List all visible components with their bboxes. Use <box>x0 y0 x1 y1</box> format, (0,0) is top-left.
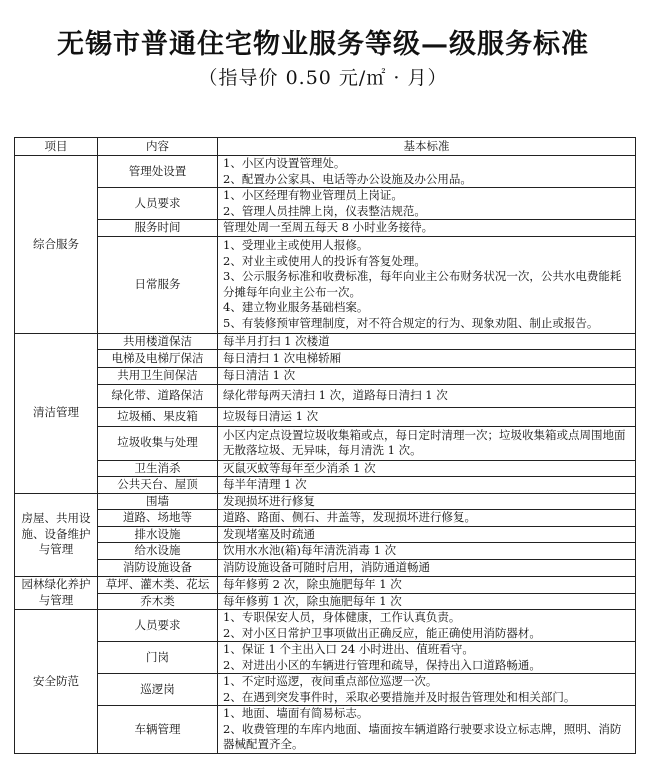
header-project: 项目 <box>15 138 98 156</box>
standard-line: 3、公示服务标准和收费标准，每年向业主公布财务状况一次，公共水电费能耗分摊每年向业主公布一次。 <box>223 269 622 299</box>
standard-line: 1、专职保安人员，身体健康，工作认真负责。 <box>223 610 461 624</box>
table-row <box>15 220 636 237</box>
table-row <box>15 706 636 754</box>
standard-line: 小区内定点设置垃圾收集箱或点，每日定时清理一次；垃圾收集箱或点周围地面无散落垃圾、无异味，每月清洗 1 次。 <box>223 427 626 457</box>
table-row <box>15 559 636 576</box>
item-name: 消防设施设备 <box>98 559 218 576</box>
header-content: 内容 <box>98 138 218 156</box>
page-subtitle: （指导价 0.50 元/㎡ · 月） <box>198 67 448 89</box>
table-body <box>15 156 636 754</box>
table-row <box>15 510 636 527</box>
item-standard <box>218 543 636 560</box>
standard-line: 5、有装修预审管理制度，对不符合规定的行为、现象劝阻、制止或报告。 <box>223 315 599 330</box>
table-row <box>15 460 636 477</box>
standard-line: 每日清扫 1 次电梯轿厢 <box>223 350 342 365</box>
item-name: 人员要求 <box>98 610 218 642</box>
item-standard <box>218 236 636 333</box>
standard-line: 饮用水水池(箱)每年清洗消毒 1 次 <box>223 543 397 557</box>
item-standard <box>218 426 636 460</box>
item-name: 垃圾收集与处理 <box>98 426 218 460</box>
item-standard <box>218 333 636 350</box>
item-name: 共用卫生间保洁 <box>98 368 218 385</box>
table-row <box>15 526 636 543</box>
item-name: 人员要求 <box>98 188 218 220</box>
item-standard <box>218 460 636 477</box>
standard-line: 垃圾每日清运 1 次 <box>223 408 319 423</box>
item-standard <box>218 593 636 610</box>
section-name: 园林绿化养护与管理 <box>15 576 98 610</box>
standard-line: 2、管理人员挂牌上岗，仪表整洁规范。 <box>223 203 426 218</box>
item-name: 草坪、灌木类、花坛 <box>98 576 218 593</box>
item-name: 排水设施 <box>98 526 218 543</box>
standard-line: 每日清洁 1 次 <box>223 368 296 382</box>
table-row <box>15 156 636 188</box>
standard-line: 道路、路面、侧石、井盖等，发现损坏进行修复。 <box>223 510 476 524</box>
standard-line: 每半年清理 1 次 <box>223 477 307 491</box>
item-name: 车辆管理 <box>98 706 218 754</box>
item-standard <box>218 559 636 576</box>
table-row <box>15 610 636 642</box>
item-name: 道路、场地等 <box>98 510 218 527</box>
item-name: 共用楼道保洁 <box>98 333 218 350</box>
table-row <box>15 593 636 610</box>
table-row <box>15 543 636 560</box>
table-row <box>15 368 636 385</box>
item-standard <box>218 576 636 593</box>
item-standard <box>218 350 636 368</box>
table-row <box>15 350 636 368</box>
item-standard <box>218 368 636 385</box>
table-row <box>15 188 636 220</box>
item-standard <box>218 220 636 237</box>
table-row <box>15 407 636 426</box>
item-standard <box>218 526 636 543</box>
standard-line: 发现堵塞及时疏通 <box>223 526 315 541</box>
standard-line: 发现损坏进行修复 <box>223 493 315 508</box>
item-standard <box>218 642 636 674</box>
standard-line: 消防设施设备可随时启用，消防通道畅通 <box>223 559 430 574</box>
item-name: 垃圾桶、果皮箱 <box>98 407 218 426</box>
item-standard <box>218 510 636 527</box>
header-standard: 基本标准 <box>218 138 636 156</box>
standard-line: 2、在遇到突发事件时，采取必要措施并及时报告管理处和相关部门。 <box>223 689 576 704</box>
table-row <box>15 477 636 494</box>
table-row <box>15 384 636 407</box>
item-name: 卫生消杀 <box>98 460 218 477</box>
standard-line: 2、对小区日常护卫事项做出正确反应，能正确使用消防器材。 <box>223 625 541 640</box>
table-row <box>15 674 636 706</box>
item-name: 服务时间 <box>98 220 218 237</box>
section-name: 安全防范 <box>15 610 98 754</box>
item-standard <box>218 674 636 706</box>
item-name: 巡逻岗 <box>98 674 218 706</box>
item-name: 日常服务 <box>98 236 218 333</box>
standard-line: 管理处周一至周五每天 8 小时业务接待。 <box>223 220 434 234</box>
item-standard <box>218 706 636 754</box>
table-row <box>15 426 636 460</box>
standard-line: 1、受理业主或使用人报修。 <box>223 238 369 252</box>
section-name: 清洁管理 <box>15 333 98 493</box>
standard-line: 1、保证 1 个主出入口 24 小时进出、值班看守。 <box>223 642 474 656</box>
item-name: 绿化带、道路保洁 <box>98 384 218 407</box>
item-standard <box>218 493 636 510</box>
section-name: 综合服务 <box>15 156 98 334</box>
item-standard <box>218 188 636 220</box>
standard-line: 灭鼠灭蚊等每年至少消杀 1 次 <box>223 460 376 475</box>
table-row <box>15 236 636 333</box>
standard-line: 2、收费管理的车库内地面、墙面按车辆道路行驶要求设立标志牌，照明、消防器械配置齐全。 <box>223 721 622 751</box>
item-standard <box>218 384 636 407</box>
standard-line: 每年修剪 1 次，除虫施肥每年 1 次 <box>223 593 402 608</box>
standard-line: 1、小区内设置管理处。 <box>223 156 346 170</box>
service-standard-table <box>14 137 636 754</box>
item-name: 乔木类 <box>98 593 218 610</box>
item-name: 电梯及电梯厅保洁 <box>98 350 218 368</box>
page-title: 无锡市普通住宅物业服务等级—级服务标准 <box>57 29 589 60</box>
item-standard <box>218 477 636 494</box>
standard-line: 每半月打扫 1 次楼道 <box>223 333 330 348</box>
standard-line: 1、地面、墙面有简易标志。 <box>223 706 369 720</box>
table-header-row <box>15 138 636 156</box>
standard-line: 4、建立物业服务基础档案。 <box>223 300 369 314</box>
item-name: 管理处设置 <box>98 156 218 188</box>
table-row <box>15 333 636 350</box>
item-standard <box>218 156 636 188</box>
item-name: 给水设施 <box>98 543 218 560</box>
standard-line: 绿化带每两天清扫 1 次，道路每日清扫 1 次 <box>223 387 448 402</box>
standard-line: 2、对业主或使用人的投诉有答复处理。 <box>223 253 426 268</box>
table-row <box>15 493 636 510</box>
table-row <box>15 642 636 674</box>
item-standard <box>218 610 636 642</box>
standard-line: 1、不定时巡逻，夜间重点部位巡逻一次。 <box>223 674 438 688</box>
standard-line: 2、配置办公家具、电话等办公设施及办公用品。 <box>223 171 472 186</box>
item-name: 公共天台、屋顶 <box>98 477 218 494</box>
standard-line: 每年修剪 2 次，除虫施肥每年 1 次 <box>223 576 402 591</box>
item-name: 围墙 <box>98 493 218 510</box>
standard-line: 2、对进出小区的车辆进行管理和疏导，保持出入口道路畅通。 <box>223 657 541 672</box>
item-name: 门岗 <box>98 642 218 674</box>
section-name: 房屋、共用设施、设备维护与管理 <box>15 493 98 576</box>
item-standard <box>218 407 636 426</box>
standard-line: 1、小区经理有物业管理员上岗证。 <box>223 188 403 202</box>
table-row <box>15 576 636 593</box>
